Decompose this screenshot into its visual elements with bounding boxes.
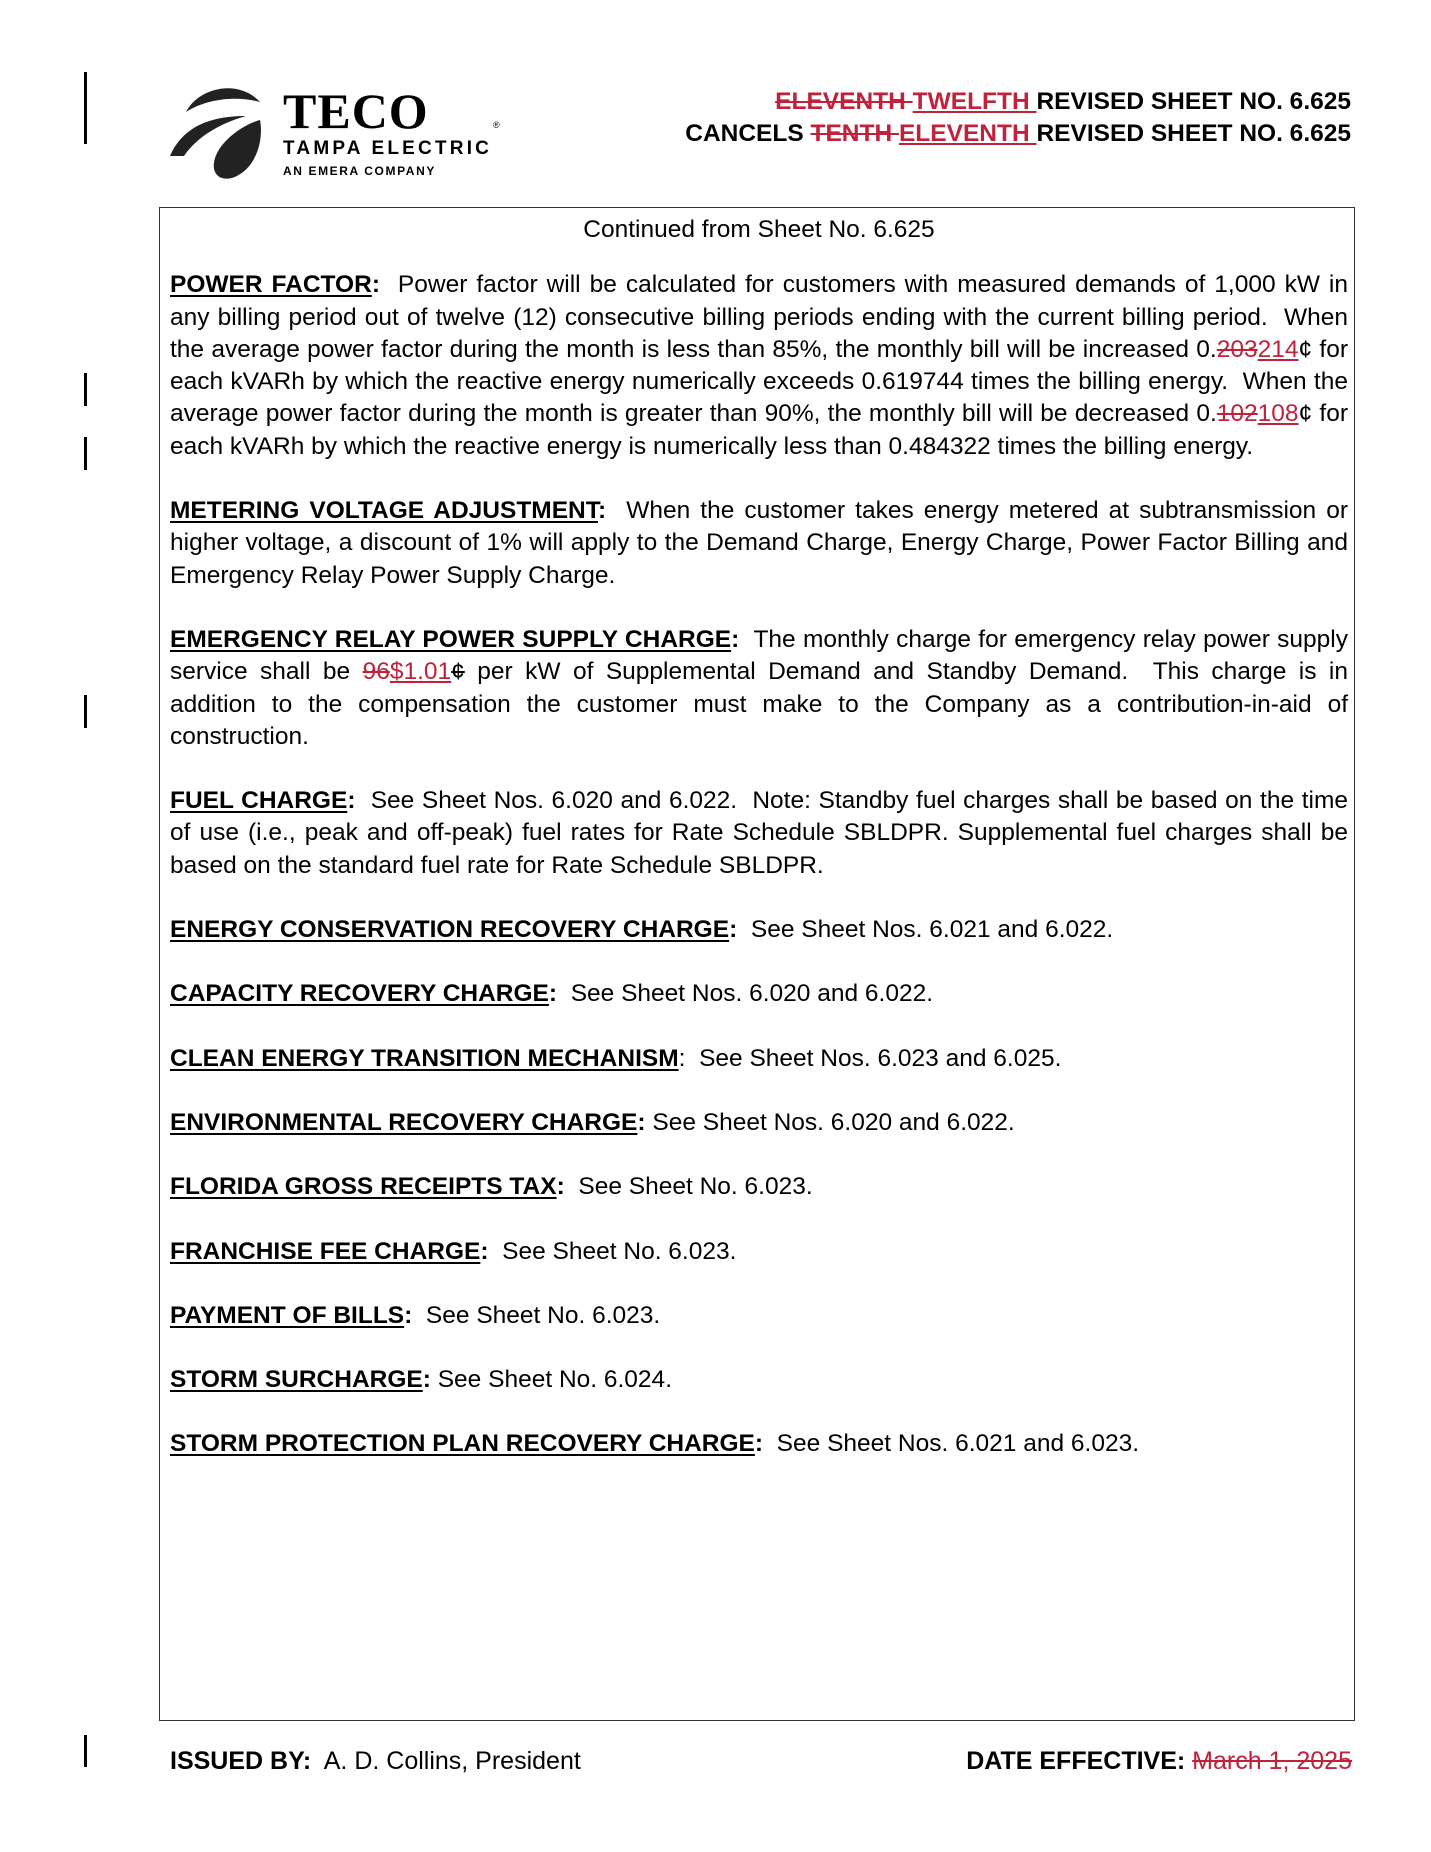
deleted-rate: 203 bbox=[1216, 335, 1258, 363]
section-clean-energy-transition-mechanism: CLEAN ENERGY TRANSITION MECHANISM: See Sheet Nos. 6.023 and 6.025. bbox=[170, 1044, 1062, 1072]
deleted-rate: 102 bbox=[1216, 400, 1258, 428]
teco-swoosh-icon bbox=[168, 82, 278, 182]
section-storm-protection-plan-recovery-charge: STORM PROTECTION PLAN RECOVERY CHARGE: See Sheet Nos. 6.021 and 6.023. bbox=[170, 1430, 1140, 1458]
teco-logo bbox=[168, 82, 548, 182]
deleted-rate: 96 bbox=[362, 658, 390, 686]
section-label: EMERGENCY RELAY POWER SUPPLY CHARGE: bbox=[170, 625, 740, 653]
sheet-header bbox=[685, 86, 1351, 150]
section-label: POWER FACTOR: bbox=[170, 271, 380, 299]
date-effective bbox=[966, 1747, 1352, 1776]
sheet-number-text: REVISED SHEET NO. 6.625 bbox=[1036, 120, 1351, 147]
section-franchise-fee-charge: FRANCHISE FEE CHARGE: See Sheet No. 6.023. bbox=[170, 1237, 737, 1265]
section-label: STORM SURCHARGE: bbox=[170, 1366, 431, 1394]
section-capacity-recovery-charge: CAPACITY RECOVERY CHARGE: See Sheet Nos. 6.020 and 6.022. bbox=[170, 980, 934, 1008]
logo-registered-mark: ® bbox=[493, 120, 500, 130]
section-florida-gross-receipts-tax: FLORIDA GROSS RECEIPTS TAX: See Sheet No. 6.023. bbox=[170, 1173, 813, 1201]
section-emergency-relay-power-supply-charge: EMERGENCY RELAY POWER SUPPLY CHARGE: The monthly charge for emergency relay power supply service shall be 96$1.01¢ per kW of Supplemental Demand and Standby Demand. This charge is in addition to the compensation the customer must make to the Company as a contribution-in-aid of construction. bbox=[170, 625, 1355, 750]
date-effective-label: DATE EFFECTIVE: bbox=[966, 1747, 1186, 1775]
change-bar-emergency-relay bbox=[84, 695, 87, 728]
section-storm-surcharge: STORM SURCHARGE: See Sheet No. 6.024. bbox=[170, 1366, 672, 1394]
change-bar-power-factor-2 bbox=[84, 437, 87, 470]
inserted-rate: 108 bbox=[1257, 400, 1299, 428]
section-label: FRANCHISE FEE CHARGE: bbox=[170, 1237, 489, 1265]
logo-brand-text: TECO bbox=[283, 83, 429, 139]
section-label: PAYMENT OF BILLS: bbox=[170, 1301, 413, 1329]
tariff-content bbox=[170, 210, 1355, 1493]
sheet-header-line-1 bbox=[685, 86, 1351, 118]
section-label: METERING VOLTAGE ADJUSTMENT: bbox=[170, 497, 607, 525]
section-label: FUEL CHARGE: bbox=[170, 787, 356, 815]
cancels-prefix: CANCELS bbox=[685, 120, 811, 147]
change-bar-footer bbox=[84, 1735, 87, 1767]
section-label: ENERGY CONSERVATION RECOVERY CHARGE: bbox=[170, 916, 738, 944]
section-fuel-charge: FUEL CHARGE: See Sheet Nos. 6.020 and 6.022. Note: Standby fuel charges shall be based on the time of use (i.e., peak and off-peak) fuel rates for Rate Schedule SBLDPR. Supplemental fuel charges shall be based on the standard fuel rate for Rate Schedule SBLDPR. bbox=[170, 787, 1355, 879]
inserted-text: TWELFTH bbox=[912, 88, 1037, 115]
logo-tampa-electric: TAMPA ELECTRIC bbox=[283, 138, 493, 159]
issued-by-value: A. D. Collins, President bbox=[311, 1747, 581, 1775]
section-label: FLORIDA GROSS RECEIPTS TAX: bbox=[170, 1173, 565, 1201]
section-label: STORM PROTECTION PLAN RECOVERY CHARGE: bbox=[170, 1430, 764, 1458]
section-label: CAPACITY RECOVERY CHARGE: bbox=[170, 980, 558, 1008]
section-payment-of-bills: PAYMENT OF BILLS: See Sheet No. 6.023. bbox=[170, 1301, 661, 1329]
section-power-factor: POWER FACTOR: Power factor will be calculated for customers with measured demands of 1,000 kW in any billing period out of twelve (12) consecutive billing periods ending with the current billing period. When the average power factor during the month is less than 85%, the monthly bill will be increased 0.203214¢ for each kVARh by which the reactive energy numerically exceeds 0.619744 times the billing energy. When the average power factor during the month is greater than 90%, the monthly bill will be decreased 0.102108¢ for each kVARh by which the reactive energy is numerically less than 0.484322 times the billing energy. bbox=[170, 271, 1355, 460]
change-bar-power-factor-1 bbox=[84, 373, 87, 406]
inserted-rate: $1.01 bbox=[389, 658, 452, 686]
logo-emera-company: AN EMERA COMPANY bbox=[283, 164, 436, 178]
deleted-text: TENTH bbox=[810, 120, 899, 147]
inserted-text: ELEVENTH bbox=[898, 120, 1037, 147]
section-label: CLEAN ENERGY TRANSITION MECHANISM: bbox=[170, 1044, 686, 1072]
date-effective-deleted: March 1, 2025 bbox=[1192, 1747, 1352, 1775]
issued-by-label: ISSUED BY: bbox=[170, 1747, 312, 1775]
section-energy-conservation-recovery-charge: ENERGY CONSERVATION RECOVERY CHARGE: See Sheet Nos. 6.021 and 6.022. bbox=[170, 916, 1114, 944]
section-label: ENVIRONMENTAL RECOVERY CHARGE: bbox=[170, 1108, 646, 1136]
sheet-header-line-2 bbox=[685, 118, 1351, 150]
deleted-text: ELEVENTH bbox=[775, 88, 913, 115]
section-metering-voltage-adjustment: METERING VOLTAGE ADJUSTMENT: When the customer takes energy metered at subtransmission or higher voltage, a discount of 1% will apply to the Demand Charge, Energy Charge, Power Factor Billing and Emergency Relay Power Supply Charge. bbox=[170, 497, 1355, 589]
change-bar-header bbox=[84, 72, 87, 144]
issued-by bbox=[170, 1747, 581, 1776]
section-environmental-recovery-charge: ENVIRONMENTAL RECOVERY CHARGE: See Sheet Nos. 6.020 and 6.022. bbox=[170, 1108, 1015, 1136]
inserted-rate: 214 bbox=[1257, 335, 1299, 363]
struck-cent-symbol: ¢ bbox=[451, 658, 465, 686]
sheet-number-text: REVISED SHEET NO. 6.625 bbox=[1036, 88, 1351, 115]
continued-from-note: Continued from Sheet No. 6.625 bbox=[583, 216, 935, 243]
